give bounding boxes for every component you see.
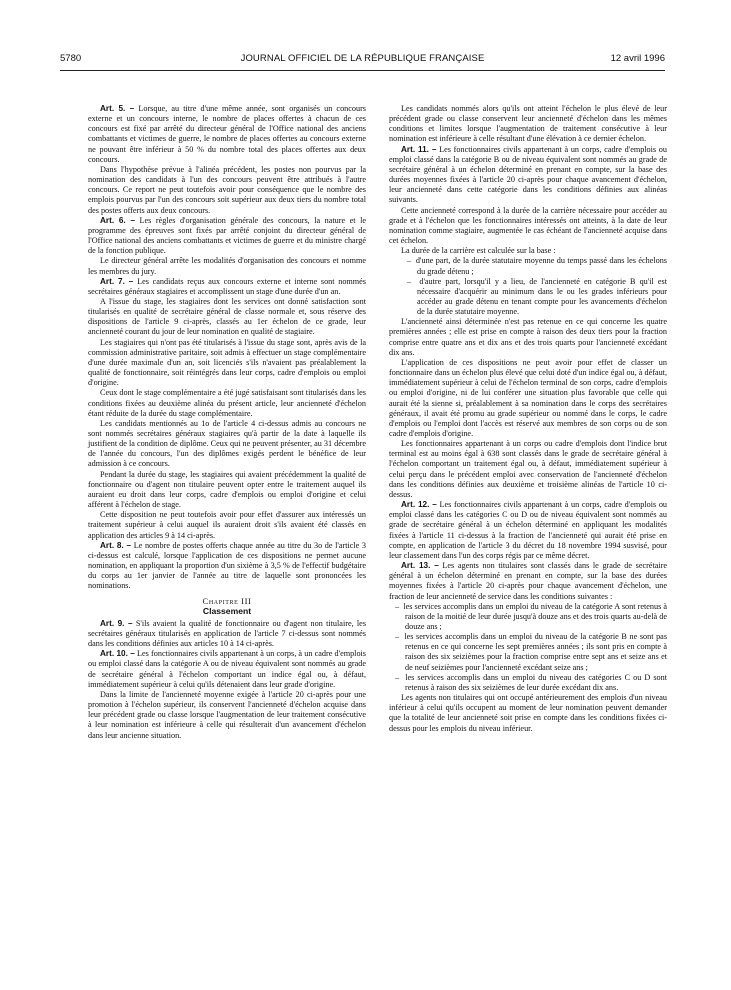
article-13-para-1: Art. 13. – Les agents non titulaires sont classés dans le grade de secrétaire général à un échelon déterminé en prenant en compte, sur la base des durées moyennes fixées à l'article 20 ci-après pour chaque avancement d'échelon, une fraction de leur ancienneté de service dans les conditions suivantes : — [389, 561, 667, 601]
issue-date: 12 avril 1996 — [610, 53, 665, 64]
article-12-label: Art. 12. – — [401, 500, 437, 510]
article-13-list — [389, 602, 667, 693]
article-12-para-1: Art. 12. – Les fonctionnaires civils appartenant à un corps, cadre d'emplois ou emploi classé dans les catégories C ou D ou de niveau équivalent sont nommés au grade de secrétaire général à un échelon déterminé en appliquant les modalités fixées à l'article 11 ci-dessus à la fraction de l'ancienneté qui aurait été prise en compte, en application de l'article 3 du décret du 18 novembre 1994 susvisé, pour leur classement dans l'un des corps régis par ce même décret. — [389, 500, 668, 560]
article-7-para-2: A l'issue du stage, les stagiaires dont les services ont donné satisfaction sont titularisés en qualité de secrétaire général de classe normale et, sous réserve des dispositions de l'article 9 ci-après, classés au 1er échelon de ce grade, leur ancienneté courant du jour de leur nomination en qualité de stagiaire. — [88, 296, 366, 337]
chapter-heading: Chapitre III — [202, 595, 252, 606]
article-11-para-5: L'application de ces dispositions ne peut avoir pour effet de classer un fonctionnaire dans un échelon plus élevé que celui doté d'un indice égal ou, à défaut, immédiatement supérieur à celui de l'échelon terminal de son corps, cadre d'emplois ou emploi d'origine, ni de lui conférer une situation plus favorable que celle qui aurait été la sienne si, préalablement à sa nomination dans le corps des secrétaires généraux, il avait été promu au grade supérieur ou nommé dans le corps, le cadre d'emplois ou l'emploi dont l'accès est réservé aux membres de son corps ou de son cadre d'emplois d'origine. — [389, 357, 667, 438]
article-11-para-6: Les fonctionnaires appartenant à un corps ou cadre d'emplois dont l'indice brut terminal est au moins égal à 638 sont classés dans le grade de secrétaire général à l'échelon comportant un traitement égal ou, à défaut, immédiatement supérieur à celui perçu dans le précédent emploi avec conservation de l'ancienneté d'échelon dans les conditions définies aux deuxième et troisième alinéas de l'article 10 ci-dessus. — [389, 439, 667, 499]
article-6-label: Art. 6. – — [100, 215, 135, 225]
article-7-para-3: Les stagiaires qui n'ont pas été titularisés à l'issue du stage sont, après avis de la commission administrative paritaire, soit admis à effectuer un stage complémentaire d'une durée maximale d'un an, soit licenciés s'ils n'avaient pas préalablement la qualité de fonctionnaire, soit réintégrés dans leur corps, cadre d'emplois ou emploi d'origine. — [88, 337, 366, 388]
article-10-para-3: Les candidats nommés alors qu'ils ont atteint l'échelon le plus élevé de leur précédent grade ou classe conservent leur ancienneté d'échelon dans les mêmes conditions et limites lorsque l'augmentation de traitement consécutive à leur nomination est inférieure à celle résultant d'une élévation à ce dernier échelon. — [389, 104, 667, 144]
right-column — [389, 104, 667, 734]
left-column — [88, 104, 366, 741]
article-13-para-2: Les agents non titulaires qui ont occupé antérieurement des emplois d'un niveau inférieur à celui qu'ils occupent au moment de leur nomination peuvent demander que la totalité de leur ancienneté soit prise en compte dans les conditions fixées ci-dessus pour les emplois du niveau inférieur. — [389, 693, 667, 733]
article-8-label: Art. 8. – — [100, 540, 132, 550]
header-rule — [60, 70, 665, 71]
article-7-para-1: Art. 7. – Les candidats reçus aux concours externe et interne sont nommés secrétaires généraux stagiaires et accomplissent un stage d'une durée d'un an. — [88, 276, 366, 296]
article-10-para-2: Dans la limite de l'ancienneté moyenne exigée à l'article 20 ci-après pour une promotion à l'échelon supérieur, ils conservent l'ancienneté d'échelon acquise dans leur précédent grade ou classe lorsque l'augmentation de leur traitement consécutive à leur nomination est inférieure à celle qui résulterait d'un avancement d'échelon dans leur ancienne situation. — [88, 689, 366, 740]
page-number: 5780 — [60, 53, 82, 64]
article-13-label: Art. 13. – — [401, 561, 439, 571]
article-11-label: Art. 11. – — [401, 144, 437, 154]
article-7-para-4: Ceux dont le stage complémentaire a été jugé satisfaisant sont titularisés dans les conditions fixées au deuxième alinéa du présent article, leur ancienneté d'échelon étant réduite de la durée du stage complémentaire. — [88, 388, 366, 418]
article-9-para-1: Art. 9. – S'ils avaient la qualité de fonctionnaire ou d'agent non titulaire, les secrétaires généraux titularisés en application de l'article 7 ci-dessus sont nommés dans les conditions définies aux articles 10 à 14 ci-après. — [88, 618, 367, 649]
article-11-para-1: Art. 11. – Les fonctionnaires civils appartenant à un corps, cadre d'emplois ou emploi classé dans la catégorie B ou de niveau équivalent sont nommés au grade de secrétaire général à un échelon déterminé en prenant en compte, sur la base des durées moyennes fixées à l'article 20 ci-après pour chaque avancement d'échelon, leur ancienneté dans cette catégorie dans les conditions définies aux alinéas suivants. — [389, 144, 667, 205]
article-11-para-3: La durée de la carrière est calculée sur la base : — [401, 246, 556, 256]
article-11-para-2: Cette ancienneté correspond à la durée de la carrière nécessaire pour accéder au grade et à l'échelon que les fonctionnaires intéressés ont atteints, à la date de leur nomination comme stagiaire, augmentée le cas échéant de l'ancienneté acquise dans cet échelon. — [389, 205, 667, 246]
article-10-para-1: Art. 10. – Les fonctionnaires civils appartenant à un corps, à un cadre d'emplois ou emploi classé dans la catégorie A ou de niveau équivalent sont nommés au grade de secrétaire général à l'échelon comportant un indice égal ou, à défaut, immédiatement supérieur à celui qu'ils détenaient dans leur grade d'origine. — [88, 649, 366, 689]
article-6-para-2: Le directeur général arrête les modalités d'organisation des concours et nomme les membres du jury. — [88, 256, 366, 276]
article-7-para-5: Les candidats mentionnés au 1o de l'article 4 ci-dessus admis au concours ne sont nommés secrétaires généraux stagiaires qu'à partir de la date à laquelle ils justifient de la condition de diplôme. Ceux qui ne peuvent présenter, au 31 décembre de l'année du concours, l'un des diplômes exigés perdent le bénéfice de leur admission à ce concours. — [88, 418, 366, 469]
article-11-list — [389, 256, 667, 317]
page-header — [60, 53, 665, 67]
list-item: – les services accomplis dans un emploi du niveau des catégories C ou D sont retenus à raison des six seizièmes de leur durée excédant dix ans. — [389, 673, 667, 693]
article-7-para-6: Pendant la durée du stage, les stagiaires qui avaient précédemment la qualité de fonctionnaire ou d'agent non titulaire peuvent opter entre le traitement auquel ils auraient eu droit dans leur corps, cadre d'emplois ou emploi d'origine et celui afférent à l'échelon de stage. — [88, 469, 366, 510]
journal-title: JOURNAL OFFICIEL DE LA RÉPUBLIQUE FRANÇAISE — [240, 53, 485, 64]
article-10-label: Art. 10. – — [100, 649, 135, 659]
list-item: – d'autre part, lorsqu'il y a lieu, de l'ancienneté en catégorie B qu'il est nécessaire d'acquérir au minimum dans le ou les grades inférieurs pour accéder au grade détenu en tenant compte pour les avancements d'échelon de la durée statutaire moyenne. — [389, 277, 667, 318]
list-item: – les services accomplis dans un emploi du niveau de la catégorie B ne sont pas retenus en ce qui concerne les sept premières années ; ils sont pris en compte à raison des six seizièmes pour la fraction comprise entre sept ans et seize ans et de neuf seizièmes pour l'ancienneté excédant seize ans ; — [389, 632, 667, 673]
list-item: – les services accomplis dans un emploi du niveau de la catégorie A sont retenus à raison de la moitié de leur durée jusqu'à douze ans et des trois quarts au-delà de douze ans ; — [389, 602, 667, 632]
article-7-label: Art. 7. – — [100, 276, 134, 286]
article-6-para-1: Art. 6. – Les règles d'organisation générale des concours, la nature et le programme des épreuves sont fixés par arrêté conjoint du directeur général de l'Office national des anciens combattants et victimes de guerre et du ministre chargé de la fonction publique. — [88, 215, 366, 256]
article-5-para-1: Art. 5. – Lorsque, au titre d'une même année, sont organisés un concours externe et un concours interne, le nombre de places offertes à chacun de ces concours est fixé par arrêté du directeur général de l'Office national des anciens combattants et victimes de guerre, le nombre de places offertes au concours externe ne pouvant être inférieur à 50 % du nombre total des places offertes aux deux concours. — [88, 104, 366, 164]
article-9-label: Art. 9. – — [100, 618, 133, 628]
list-item: – d'une part, de la durée statutaire moyenne du temps passé dans les échelons du grade détenu ; — [389, 256, 667, 276]
article-5-label: Art. 5. – — [100, 104, 135, 113]
article-8-para-1: Art. 8. – Le nombre de postes offerts chaque année au titre du 3o de l'article 3 ci-dessus est calculé, lorsque l'application de ces dispositions ne permet aucune nomination, en appliquant la proportion d'un sixième à 3,5 % de l'effectif budgétaire du corps au 1er janvier de l'année au titre de laquelle sont prononcées les nominations. — [88, 540, 366, 591]
article-11-para-4: L'ancienneté ainsi déterminée n'est pas retenue en ce qui concerne les quatre premières années ; elle est prise en compte à raison des deux tiers pour la fraction comprise entre quatre ans et dix ans et des trois quarts pour l'ancienneté excédant dix ans. — [389, 317, 667, 357]
section-heading: Classement — [202, 605, 252, 616]
article-7-para-7: Cette disposition ne peut toutefois avoir pour effet d'assurer aux intéressés un traitement supérieur à celui auquel ils auraient droit s'ils avaient été classés en application des articles 9 à 14 ci-après. — [88, 510, 366, 540]
article-5-para-2: Dans l'hypothèse prévue à l'alinéa précédent, les postes non pourvus par la nomination des candidats à l'un des concours peuvent être attribués à l'autre concours. Ce report ne peut toutefois avoir pour conséquence que le nombre des emplois pourvus par l'un des concours soit supérieur aux deux tiers du nombre total des postes offerts aux deux concours. — [88, 164, 366, 215]
